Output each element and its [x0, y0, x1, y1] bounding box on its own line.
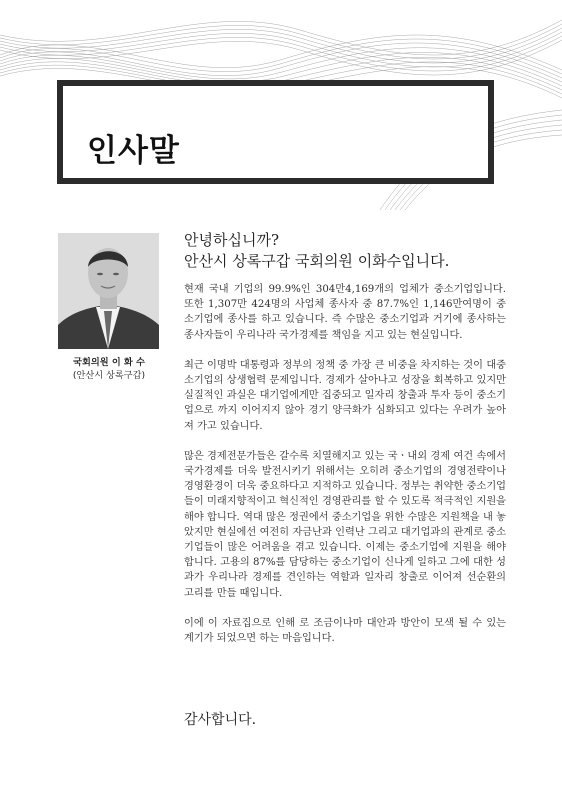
portrait-photo: [58, 233, 159, 349]
author-name: 국회의원 이 화 수: [73, 357, 145, 368]
greeting: [184, 230, 504, 272]
closing-line: 감사합니다.: [184, 712, 257, 728]
greeting-line-2: 안산시 상록구갑 국회의원 이화수입니다.: [184, 252, 450, 270]
paragraph-1: 현재 국내 기업의 99.9%인 304만4,169개의 업체가 중소기업입니다. 또한 1,307만 424명의 사업체 종사자 중 87.7%인 1,146만여명이 중소기업에 종사를 하고 있습니다. 즉 수많은 중소기업과 거기에 종사하는 종사자들이 우리나라 국가경제를 책임을 지고 있는 현실입니다.: [184, 284, 506, 341]
portrait-caption: [56, 356, 162, 382]
page-title: 인사말: [87, 133, 180, 169]
paragraph-2: 최근 이명박 대통령과 정부의 정책 중 가장 큰 비중을 차지하는 것이 대중소기업의 상생협력 문제입니다. 경제가 살아나고 성장을 회복하고 있지만 실질적인 과실은 대기업에게만 집중되고 일자리 창출과 투자 등이 중소기업으로 까지 이어지지 않아 경기 양극화가 심화되고 있다는 우려가 높아져 가고 있습니다.: [184, 359, 506, 432]
paragraph-4: 이에 이 자료집으로 인해 로 조금이나마 대안과 방안이 모색 될 수 있는 계기가 되었으면 하는 마음입니다.: [184, 617, 506, 645]
author-district: (안산시 상록구갑): [72, 370, 146, 381]
greeting-line-1: 안녕하십니까?: [184, 231, 279, 249]
paragraph-3: 많은 경제전문가들은 갈수록 치열해지고 있는 국ㆍ내외 경제 여건 속에서 국가경제를 더욱 발전시키기 위해서는 오히려 중소기업의 경영전략이나 경영환경이 더욱 중요하다고 지적하고 있습니다. 정부는 취약한 중소기업들이 미래지향적이고 혁신적인 경영관리를 할 수 있도록 적극적인 지원을 해야 합니다. 역대 많은 정권에서 중소기업을 위한 수많은 지원책을 내 놓았지만 현실에선 여전히 자금난과 인력난 그리고 대기업과의 관계로 중소기업들이 많은 어려움을 겪고 있습니다. 이제는 중소기업에 지원을 해야 합니다. 고용의 87%를 담당하는 중소기업이 신나게 일하고 그에 대한 성과가 우리나라 경제를 견인하는 역할과 일자리 창출로 이어져 선순환의 고리를 만들 때입니다.: [184, 450, 506, 599]
letter-body: [184, 282, 506, 661]
